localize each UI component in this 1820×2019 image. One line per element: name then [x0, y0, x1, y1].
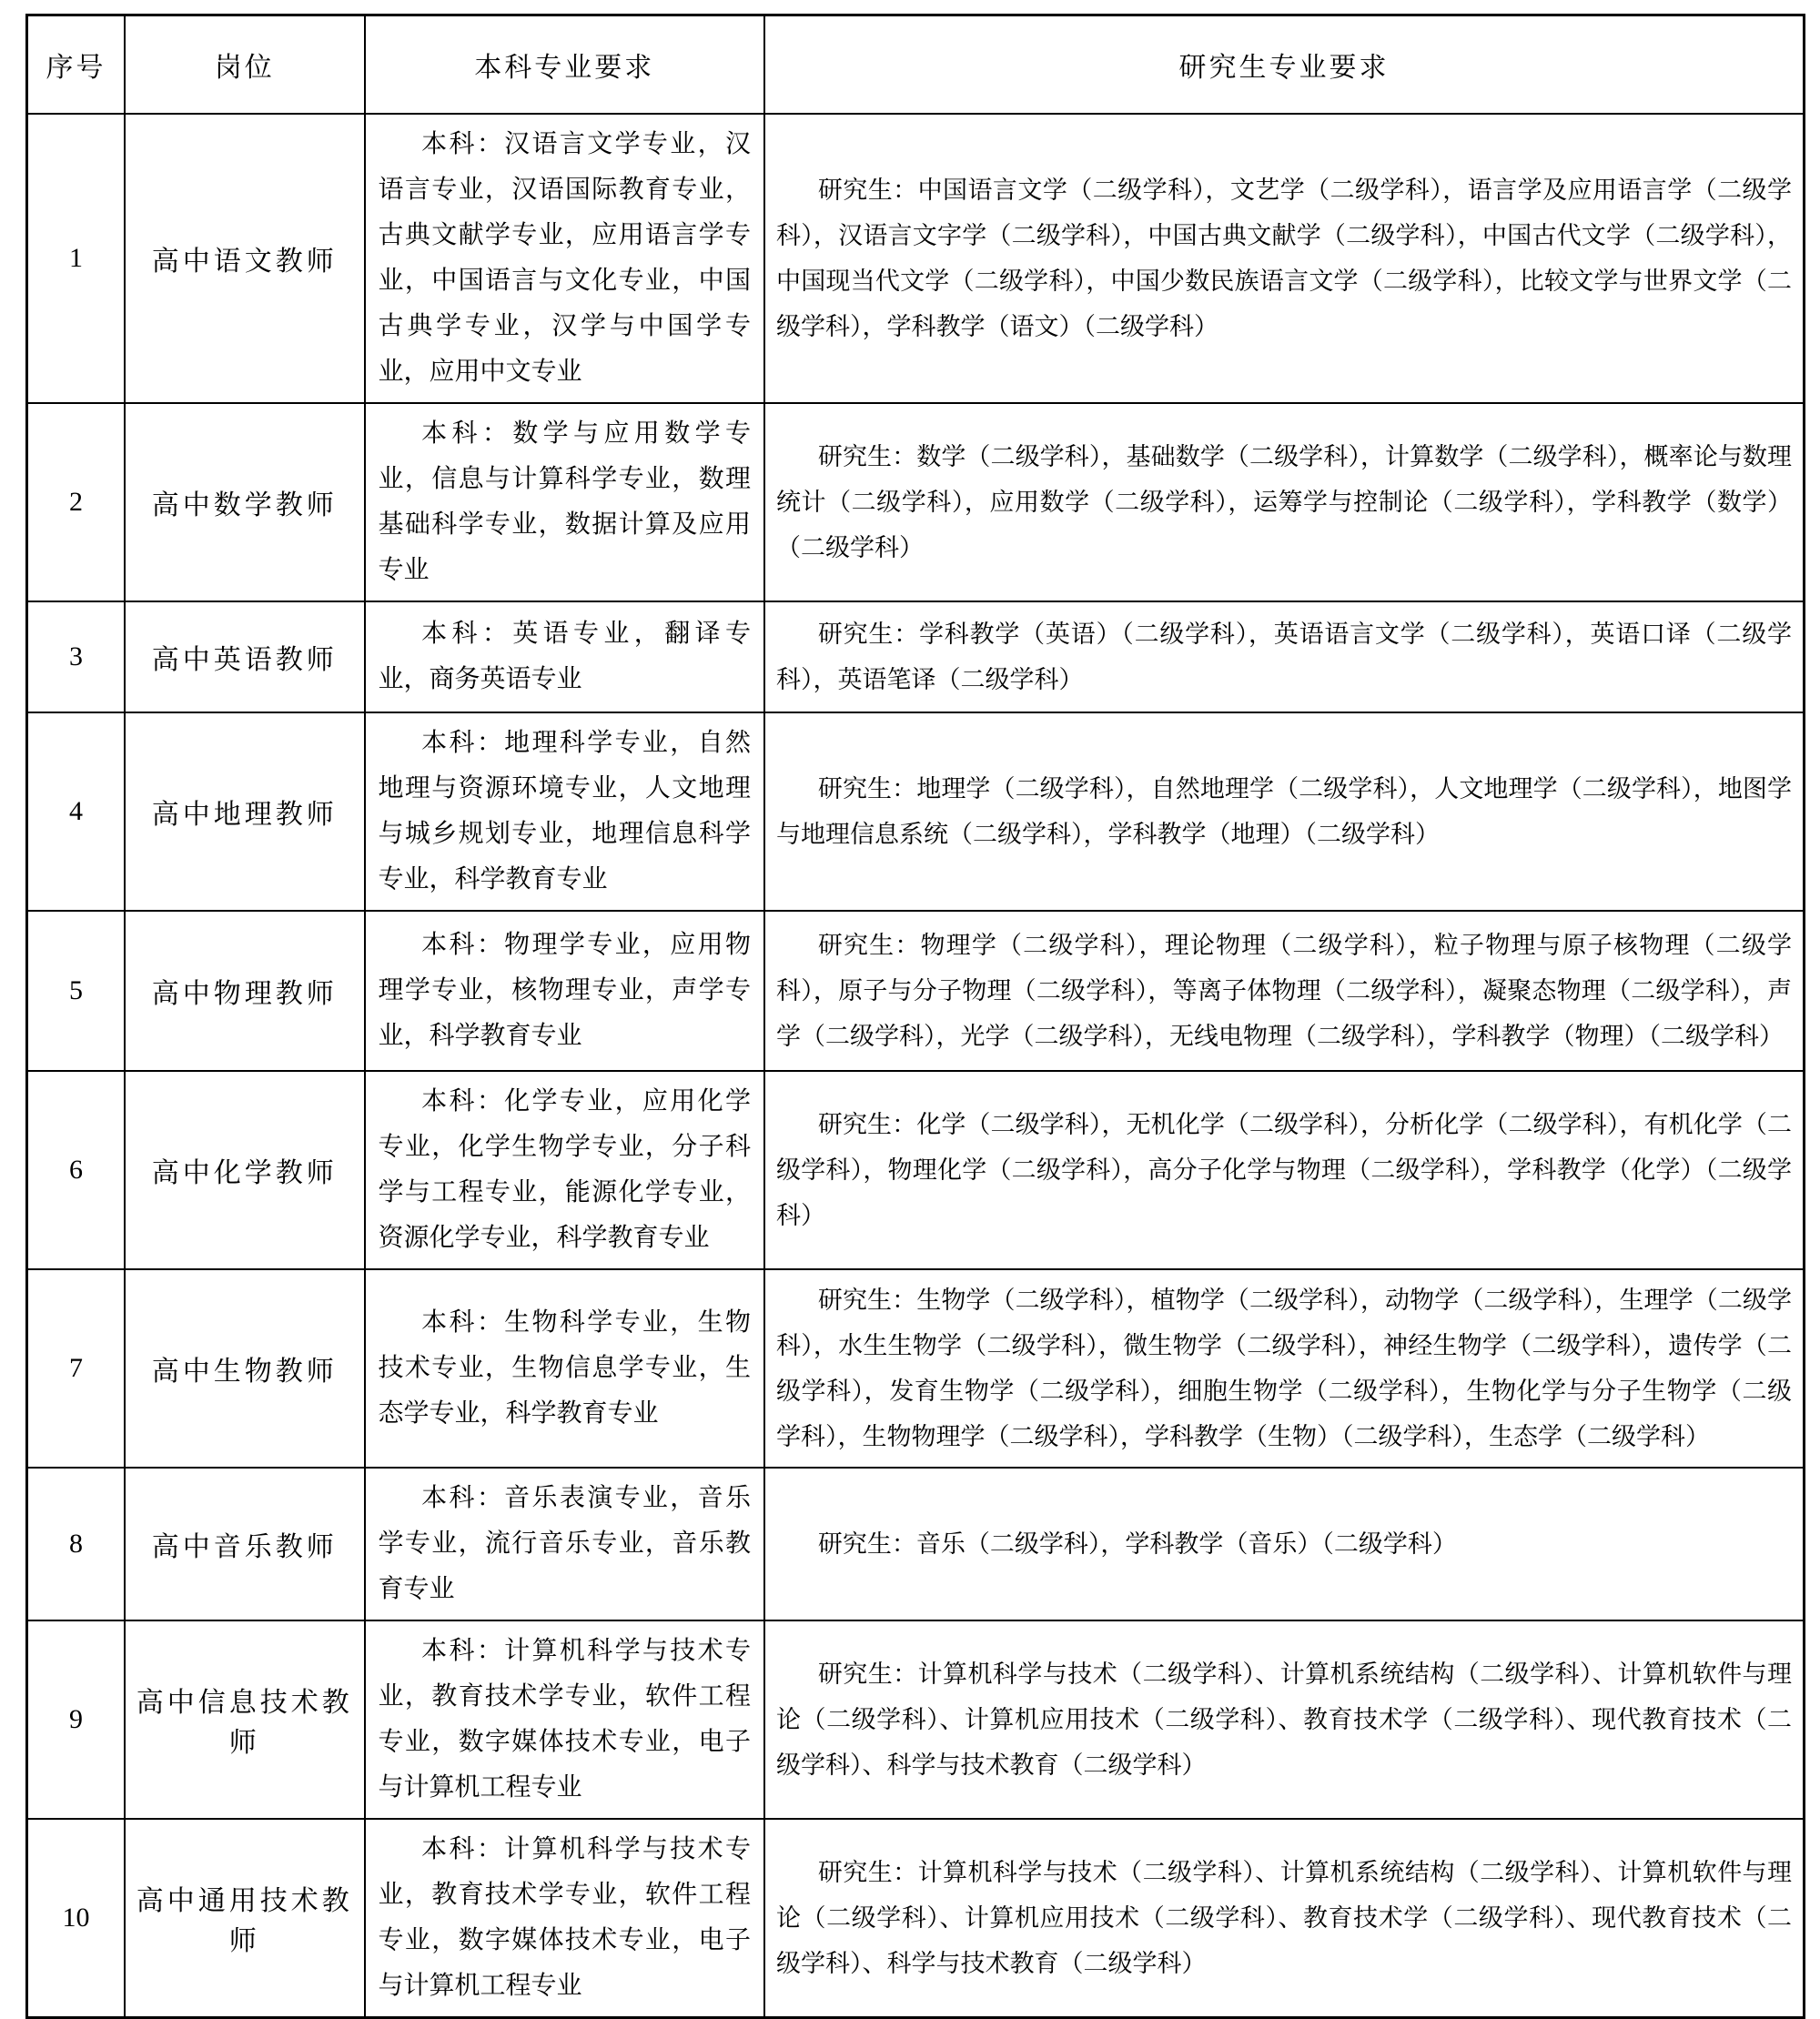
undergrad-requirements-cell: 本科：化学专业，应用化学专业，化学生物学专业，分子科学与工程专业，能源化学专业，资源化学专业，科学教育专业: [365, 1071, 764, 1269]
undergrad-requirements-cell: 本科：物理学专业，应用物理学专业，核物理专业，声学专业，科学教育专业: [365, 911, 764, 1071]
header-serial-number: 序号: [27, 15, 125, 114]
graduate-requirements-cell: 研究生：物理学（二级学科），理论物理（二级学科），粒子物理与原子核物理（二级学科），原子与分子物理（二级学科），等离子体物理（二级学科），凝聚态物理（二级学科），声学（二级学科），光学（二级学科），无线电物理（二级学科），学科教学（物理）（二级学科）: [764, 911, 1805, 1071]
row-number-cell: 3: [27, 601, 125, 712]
position-cell: 高中通用技术教师: [125, 1819, 365, 2018]
undergrad-requirements-cell: 本科：汉语言文学专业，汉语言专业，汉语国际教育专业，古典文献学专业，应用语言学专业，中国语言与文化专业，中国古典学专业，汉学与中国学专业，应用中文专业: [365, 114, 764, 403]
table-row: [27, 1269, 1805, 1468]
row-number-cell: 9: [27, 1620, 125, 1819]
recruitment-table-container: [25, 14, 1805, 2019]
undergrad-requirements-cell: 本科：英语专业，翻译专业，商务英语专业: [365, 601, 764, 712]
row-number-cell: 1: [27, 114, 125, 403]
undergrad-requirements-cell: 本科：计算机科学与技术专业，教育技术学专业，软件工程专业，数字媒体技术专业，电子与计算机工程专业: [365, 1620, 764, 1819]
graduate-requirements-cell: 研究生：地理学（二级学科），自然地理学（二级学科），人文地理学（二级学科），地图学与地理信息系统（二级学科），学科教学（地理）（二级学科）: [764, 712, 1805, 911]
position-cell: 高中地理教师: [125, 712, 365, 911]
row-number-cell: 8: [27, 1468, 125, 1620]
table-row: [27, 712, 1805, 911]
graduate-requirements-cell: 研究生：化学（二级学科），无机化学（二级学科），分析化学（二级学科），有机化学（二级学科），物理化学（二级学科），高分子化学与物理（二级学科），学科教学（化学）（二级学科）: [764, 1071, 1805, 1269]
position-cell: 高中化学教师: [125, 1071, 365, 1269]
row-number-cell: 6: [27, 1071, 125, 1269]
table-row: [27, 1071, 1805, 1269]
graduate-requirements-cell: 研究生：计算机科学与技术（二级学科）、计算机系统结构（二级学科）、计算机软件与理论（二级学科）、计算机应用技术（二级学科）、教育技术学（二级学科）、现代教育技术（二级学科）、科学与技术教育（二级学科）: [764, 1819, 1805, 2018]
table-row: [27, 1620, 1805, 1819]
table-row: [27, 1819, 1805, 2018]
header-undergrad-requirements: 本科专业要求: [365, 15, 764, 114]
position-cell: 高中语文教师: [125, 114, 365, 403]
row-number-cell: 10: [27, 1819, 125, 2018]
graduate-requirements-cell: 研究生：生物学（二级学科），植物学（二级学科），动物学（二级学科），生理学（二级学科），水生生物学（二级学科），微生物学（二级学科），神经生物学（二级学科），遗传学（二级学科），发育生物学（二级学科），细胞生物学（二级学科），生物化学与分子生物学（二级学科），生物物理学（二级学科），学科教学（生物）（二级学科），生态学（二级学科）: [764, 1269, 1805, 1468]
header-row: [27, 15, 1805, 114]
table-row: [27, 911, 1805, 1071]
graduate-requirements-cell: 研究生：学科教学（英语）（二级学科），英语语言文学（二级学科），英语口译（二级学科），英语笔译（二级学科）: [764, 601, 1805, 712]
graduate-requirements-cell: 研究生：中国语言文学（二级学科），文艺学（二级学科），语言学及应用语言学（二级学科），汉语言文字学（二级学科），中国古典文献学（二级学科），中国古代文学（二级学科），中国现当代文学（二级学科），中国少数民族语言文学（二级学科），比较文学与世界文学（二级学科），学科教学（语文）（二级学科）: [764, 114, 1805, 403]
row-number-cell: 4: [27, 712, 125, 911]
row-number-cell: 2: [27, 403, 125, 601]
row-number-cell: 5: [27, 911, 125, 1071]
position-cell: 高中信息技术教师: [125, 1620, 365, 1819]
position-cell: 高中生物教师: [125, 1269, 365, 1468]
header-position: 岗位: [125, 15, 365, 114]
undergrad-requirements-cell: 本科：音乐表演专业，音乐学专业，流行音乐专业，音乐教育专业: [365, 1468, 764, 1620]
undergrad-requirements-cell: 本科：地理科学专业，自然地理与资源环境专业，人文地理与城乡规划专业，地理信息科学专业，科学教育专业: [365, 712, 764, 911]
position-cell: 高中物理教师: [125, 911, 365, 1071]
teacher-position-requirements-table: [25, 14, 1805, 2019]
undergrad-requirements-cell: 本科：计算机科学与技术专业，教育技术学专业，软件工程专业，数字媒体技术专业，电子与计算机工程专业: [365, 1819, 764, 2018]
graduate-requirements-cell: 研究生：计算机科学与技术（二级学科）、计算机系统结构（二级学科）、计算机软件与理论（二级学科）、计算机应用技术（二级学科）、教育技术学（二级学科）、现代教育技术（二级学科）、科学与技术教育（二级学科）: [764, 1620, 1805, 1819]
graduate-requirements-cell: 研究生：音乐（二级学科），学科教学（音乐）（二级学科）: [764, 1468, 1805, 1620]
position-cell: 高中英语教师: [125, 601, 365, 712]
row-number-cell: 7: [27, 1269, 125, 1468]
table-row: [27, 601, 1805, 712]
table-row: [27, 403, 1805, 601]
undergrad-requirements-cell: 本科：生物科学专业，生物技术专业，生物信息学专业，生态学专业，科学教育专业: [365, 1269, 764, 1468]
table-row: [27, 114, 1805, 403]
position-cell: 高中数学教师: [125, 403, 365, 601]
undergrad-requirements-cell: 本科：数学与应用数学专业，信息与计算科学专业，数理基础科学专业，数据计算及应用专业: [365, 403, 764, 601]
position-cell: 高中音乐教师: [125, 1468, 365, 1620]
graduate-requirements-cell: 研究生：数学（二级学科），基础数学（二级学科），计算数学（二级学科），概率论与数理统计（二级学科），应用数学（二级学科），运筹学与控制论（二级学科），学科教学（数学）（二级学科）: [764, 403, 1805, 601]
table-row: [27, 1468, 1805, 1620]
header-graduate-requirements: 研究生专业要求: [764, 15, 1805, 114]
